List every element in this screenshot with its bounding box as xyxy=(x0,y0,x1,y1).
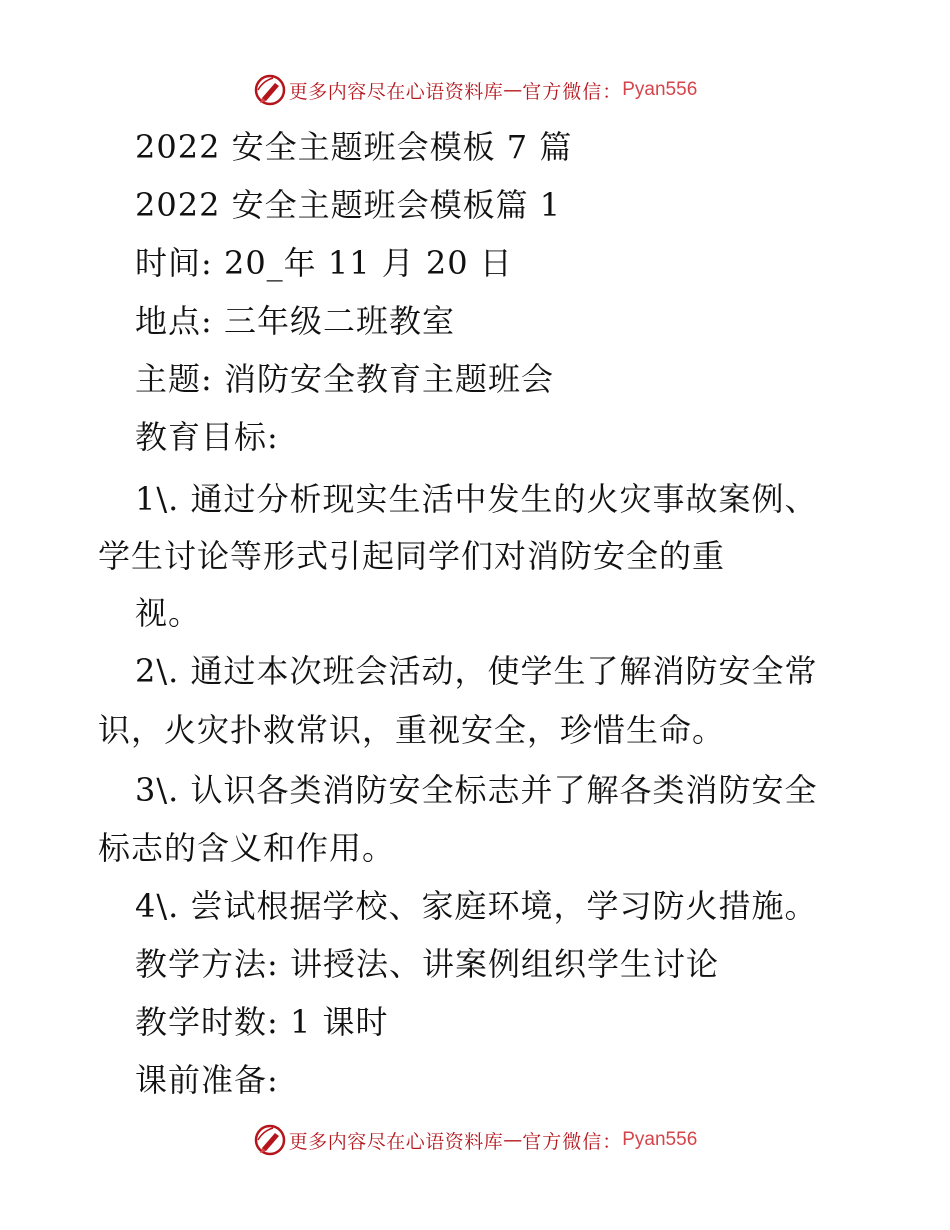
header-banner-wechat-id: Pyan556 xyxy=(622,79,698,100)
goal-3-line-1: 3\. 认识各类消防安全标志并了解各类消防安全 xyxy=(135,771,818,809)
prep-line: 课前准备: xyxy=(135,1061,279,1099)
header-banner-wechat: 官方微信： xyxy=(522,80,623,103)
footer-banner-wechat-id: Pyan556 xyxy=(622,1129,698,1150)
goal-1-line-1: 1\. 通过分析现实生活中发生的火灾事故案例、 xyxy=(135,480,818,518)
goal-3-line-2: 标志的含义和作用。 xyxy=(98,829,396,867)
footer-banner-text: 更多内容尽在心语资料库 xyxy=(288,1130,504,1153)
header-banner-text: 更多内容尽在心语资料库 xyxy=(288,80,504,103)
header-banner xyxy=(0,70,950,110)
hours-line: 教学时数: 1 课时 xyxy=(135,1003,389,1041)
pen-logo-icon xyxy=(253,73,287,107)
goals-heading: 教育目标: xyxy=(135,418,279,456)
footer-banner-wechat: 官方微信： xyxy=(522,1130,623,1153)
header-banner-dash: — xyxy=(503,79,523,101)
method-line: 教学方法: 讲授法、讲案例组织学生讨论 xyxy=(135,945,719,983)
location-line: 地点: 三年级二班教室 xyxy=(135,302,455,340)
goal-2-line-2: 识，火灾扑救常识，重视安全，珍惜生命。 xyxy=(98,711,726,749)
goal-2-line-1: 2\. 通过本次班会活动，使学生了解消防安全常 xyxy=(135,652,818,690)
time-line: 时间: 20_年 11 月 20 日 xyxy=(135,244,513,282)
goal-1-line-2: 学生讨论等形式引起同学们对消防安全的重 xyxy=(98,537,726,575)
footer-banner-dash: — xyxy=(503,1129,523,1151)
goal-4-line: 4\. 尝试根据学校、家庭环境，学习防火措施。 xyxy=(135,887,818,925)
document-title: 2022 安全主题班会模板 7 篇 xyxy=(135,128,573,166)
document-subtitle: 2022 安全主题班会模板篇 1 xyxy=(135,186,562,224)
footer-banner xyxy=(0,1120,950,1160)
pen-logo-icon xyxy=(253,1123,287,1157)
goal-1-line-3: 视。 xyxy=(135,594,202,632)
theme-line: 主题: 消防安全教育主题班会 xyxy=(135,360,554,398)
